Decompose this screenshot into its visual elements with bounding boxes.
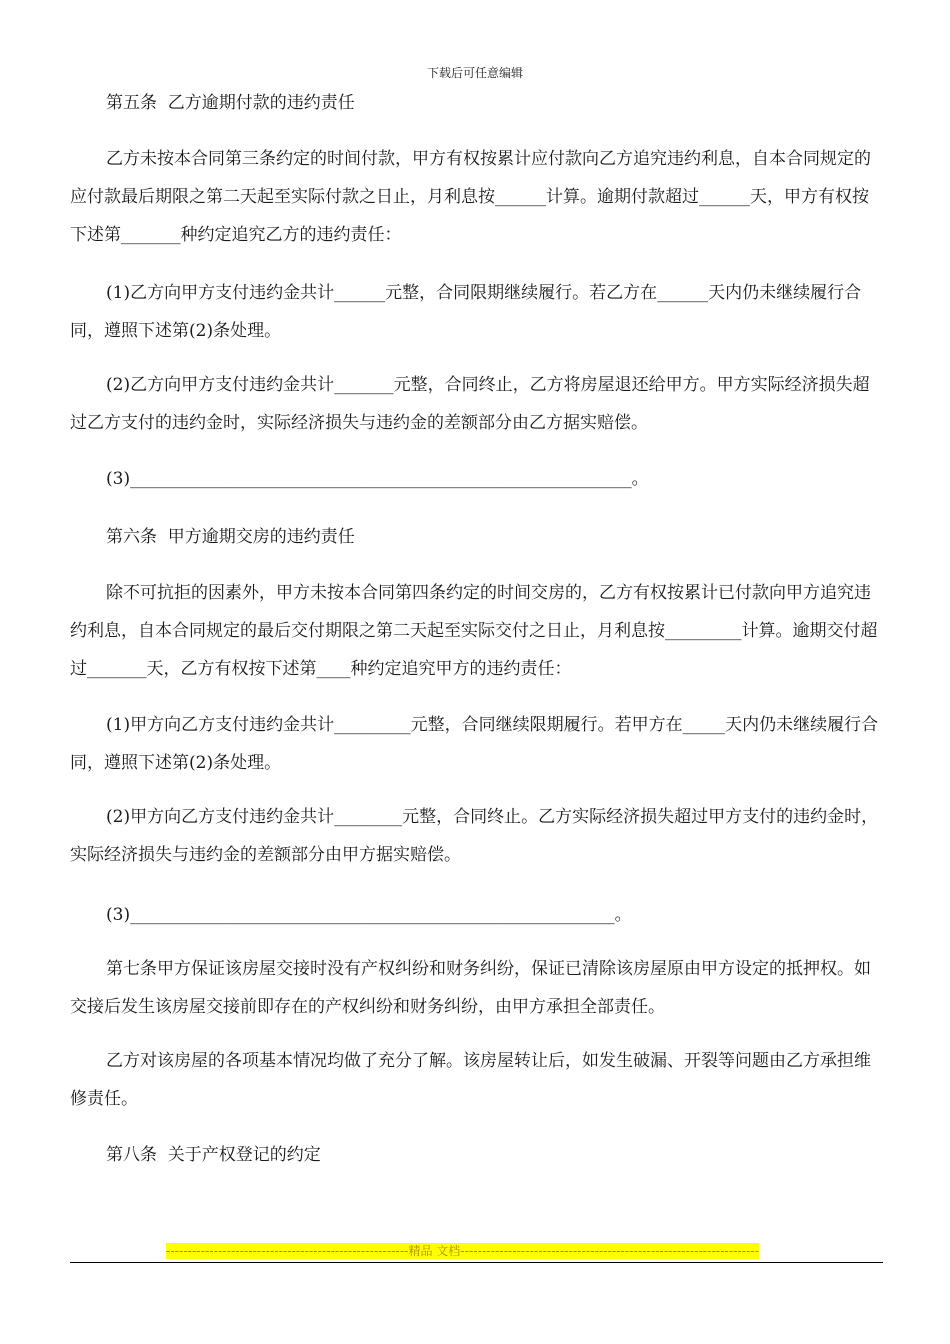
- article-5-body: 乙方未按本合同第三条约定的时间付款，甲方有权按累计应付款向乙方追究违约利息，自本合同规定的应付款最后期限之第二天起至实际付款之日止，月利息按______计算。逾期付款超过______天，甲方有权按下述第_______种约定追究乙方的违约责任：: [70, 149, 871, 245]
- article-6-clause-2: (2)甲方向乙方支付违约金共计________元整，合同终止。乙方实际经济损失超过甲方支付的违约金时，实际经济损失与违约金的差额部分由甲方据实赔偿。: [70, 807, 879, 865]
- article-5-title: 第五条 乙方逾期付款的违约责任: [106, 93, 355, 113]
- footer-divider: [70, 1262, 883, 1263]
- article-7-note: 乙方对该房屋的各项基本情况均做了充分了解。该房屋转让后，如发生破漏、开裂等问题由乙方承担维修责任。: [70, 1051, 871, 1109]
- article-5-clause-1: (1)乙方向甲方支付违约金共计______元整，合同限期继续履行。若乙方在______天内仍未继续履行合同，遵照下述第(2)条处理。: [70, 283, 862, 341]
- article-5-clause-2: (2)乙方向甲方支付违约金共计_______元整，合同终止，乙方将房屋退还给甲方。甲方实际经济损失超过乙方支付的违约金时，实际经济损失与违约金的差额部分由乙方据实赔偿。: [70, 375, 870, 433]
- page-header: 下载后可任意编辑: [426, 66, 523, 80]
- article-5-clause-3: (3)___________________________________________________________。: [106, 469, 649, 489]
- article-6-clause-3: (3)_________________________________________________________。: [106, 905, 632, 925]
- article-6-clause-1: (1)甲方向乙方支付违约金共计_________元整，合同继续限期履行。若甲方在_____天内仍未继续履行合同，遵照下述第(2)条处理。: [70, 715, 879, 773]
- article-7-body: 第七条甲方保证该房屋交接时没有产权纠纷和财务纠纷，保证已清除该房屋原由甲方设定的抵押权。如交接后发生该房屋交接前即存在的产权纠纷和财务纠纷，由甲方承担全部责任。: [70, 959, 871, 1017]
- article-6-title: 第六条 甲方逾期交房的违约责任: [106, 527, 355, 547]
- article-6-body: 除不可抗拒的因素外，甲方未按本合同第四条约定的时间交房的，乙方有权按累计已付款向甲方追究违约利息，自本合同规定的最后交付期限之第二天起至实际交付之日止，月利息按_________计算。逾期交付超过_______天，乙方有权按下述第____种约定追究甲方的违约责任：: [70, 583, 878, 679]
- footer-watermark: --------------------------------------------------------精品 文档---------------------------------------------------------------------: [166, 1244, 760, 1258]
- article-8-title: 第八条 关于产权登记的约定: [106, 1145, 321, 1165]
